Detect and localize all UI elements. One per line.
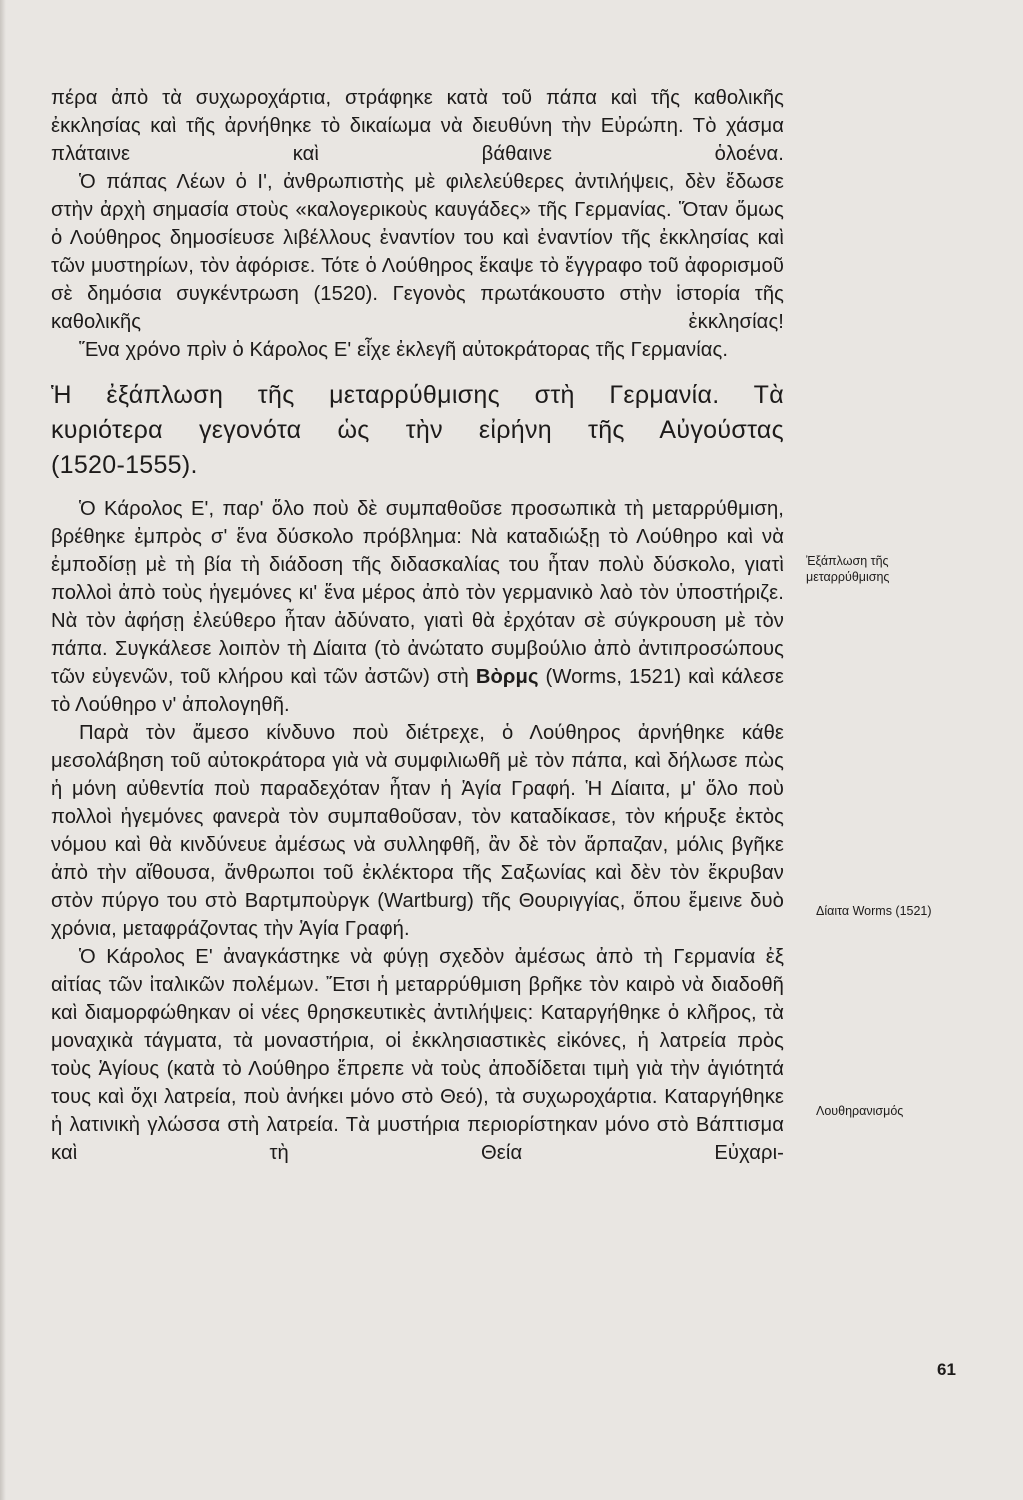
page-edge [0, 0, 6, 1500]
worms-bold-term: Βὸρμς [475, 666, 539, 688]
margin-note-diet-worms: Δίαιτα Worms (1521) [816, 904, 932, 918]
page-number: 61 [937, 1360, 956, 1379]
section-paragraph-1-text: Ὁ Κάρολος Ε', παρ' ὅλο ποὺ δὲ συμπαθοῦσε προσωπικὰ τὴ μεταρρύθμιση, βρέθηκε ἐμπρὸς σ' ἕνα δύσκολο πρόβλημα: Νὰ καταδιώξῃ τὸ Λούθηρο καὶ νὰ ἐμποδίσῃ μὲ τὴ βία τὴ διάδοση τῆς διδασκαλίας του ἦταν πολὺ δύσκολο, γιατὶ πολλοὶ ἀπὸ τοὺς ἡγεμόνες κι' ἕνα μέρος ἀπὸ τὸν γερμανικὸ λαὸ τὸν ὑποστήριζε. Νὰ τὸν ἀφήσῃ ἐλεύθερο ἦταν ἀδύνατο, γιατὶ θὰ ἐρχόταν σὲ σύγκρουση μὲ τὸν πάπα. Συγκάλεσε λοιπὸν τὴ Δίαιτα (τὸ ἀνώτατο συμβούλιο ἀπὸ ἀντιπροσώπους τῶν εὐγενῶν, τοῦ κλήρου καὶ τῶν ἀστῶν) στὴ [51, 498, 784, 688]
intro-paragraph-3: Ἕνα χρόνο πρὶν ὁ Κάρολος Ε' εἶχε ἐκλεγῆ αὐτοκράτορας τῆς Γερμανίας. [79, 339, 729, 361]
section-heading-line-1: Ἡ ἐξάπλωση τῆς μεταρρύθμισης στὴ Γερμανία. Τὰ [51, 381, 784, 409]
section-heading-line-2: κυριότερα γεγονότα ὡς τὴν εἰρήνη τῆς Αὐγούστας [51, 416, 784, 444]
section-paragraph-3: Ὁ Κάρολος Ε' ἀναγκάστηκε νὰ φύγῃ σχεδὸν ἀμέσως ἀπὸ τὴ Γερμανία ἐξ αἰτίας τῶν ἰταλικῶν πολέμων. Ἔτσι ἡ μεταρρύθμιση βρῆκε τὸν καιρὸ νὰ διαδοθῆ καὶ διαμορφώθηκαν οἱ νέες θρησκευτικὲς ἀντιλήψεις: Καταργήθηκε ὁ κλῆρος, τὰ μοναχικὰ τάγματα, τὰ μοναστήρια, οἱ ἐκκλησιαστικὲς εἰκόνες, ἡ λατρεία πρὸς τοὺς Ἁγίους (κατὰ τὸ Λούθηρο ἔπρεπε νὰ τοὺς ἀποδίδεται τιμὴ γιὰ τὴν ἁγιότητά τους καὶ ὄχι λατρεία, ποὺ ἀνήκει μόνο στὸ Θεό), τὰ συχωροχάρτια. Καταργήθηκε ἡ λατινικὴ γλώσσα στὴ λατρεία. Τὰ μυστήρια περιορίστηκαν μόνο στὸ Βάπτισμα καὶ τὴ Θεία Εὐχαρι- [51, 946, 784, 1164]
margin-note-spread [806, 553, 889, 585]
section-paragraph-1-tail: (Worms, 1521) καὶ κάλεσε τὸ Λούθηρο ν' ἀπολογηθῆ. [51, 666, 784, 716]
section-heading [51, 378, 784, 483]
section-paragraph-1 [51, 495, 784, 719]
main-text-column [51, 84, 784, 1167]
section-heading-line-3: (1520-1555). [51, 451, 198, 479]
margin-note-spread-line-1: Ἐξάπλωση τῆς [806, 554, 889, 568]
margin-note-lutheranism: Λουθηρανισμός [816, 1104, 904, 1118]
intro-paragraph-1: πέρα ἀπὸ τὰ συχωροχάρτια, στράφηκε κατὰ τοῦ πάπα καὶ τῆς καθολικῆς ἐκκλησίας καὶ τῆς ἀρνήθηκε τὸ δικαίωμα νὰ διευθύνη τὴν Εὐρώπη. Τὸ χάσμα πλάταινε καὶ βάθαινε ὁλοένα. [51, 87, 784, 165]
margin-note-spread-line-2: μεταρρύθμισης [806, 570, 890, 584]
section-paragraph-2: Παρὰ τὸν ἄμεσο κίνδυνο ποὺ διέτρεχε, ὁ Λούθηρος ἀρνήθηκε κάθε μεσολάβηση τοῦ αὐτοκράτορα γιὰ νὰ συμφιλιωθῆ μὲ τὸν πάπα, καὶ δήλωσε πὼς ἡ μόνη αὐθεντία ποὺ παραδεχόταν ἦταν ἡ Ἁγία Γραφή. Ἡ Δίαιτα, μ' ὅλο ποὺ πολλοὶ ἡγεμόνες φανερὰ τὸν συμπαθοῦσαν, τὸν καταδίκασε, τὸν κήρυξε ἐκτὸς νόμου καὶ θὰ κινδύνευε ἀμέσως νὰ συλληφθῆ, ἂν δὲ τὸν ἅρπαζαν, μόλις βγῆκε ἀπὸ τὴν αἴθουσα, ἄνθρωποι τοῦ ἐκλέκτορα τῆς Σαξωνίας καὶ δὲν τὸν ἔκρυβαν στὸν πύργο του στὸ Βαρτμποὺργκ (Wartburg) τῆς Θουριγγίας, ὅπου ἔμεινε δυὸ χρόνια, μεταφράζοντας τὴν Ἁγία Γραφή. [51, 722, 784, 940]
intro-paragraph-2: Ὁ πάπας Λέων ὁ Ι', ἀνθρωπιστὴς μὲ φιλελεύθερες ἀντιλήψεις, δὲν ἔδωσε στὴν ἀρχὴ σημασία στοὺς «καλογερικοὺς καυγάδες» τῆς Γερμανίας. Ὅταν ὅμως ὁ Λούθηρος δημοσίευσε λιβέλλους ἐναντίον του καὶ ἐναντίον τῆς ἐκκλησίας καὶ τῶν μυστηρίων, τὸν ἀφόρισε. Τότε ὁ Λούθηρος ἔκαψε τὸ ἔγγραφο τοῦ ἀφορισμοῦ σὲ δημόσια συγκέντρωση (1520). Γεγονὸς πρωτάκουστο στὴν ἱστορία τῆς καθολικῆς ἐκκλησίας! [51, 171, 784, 333]
